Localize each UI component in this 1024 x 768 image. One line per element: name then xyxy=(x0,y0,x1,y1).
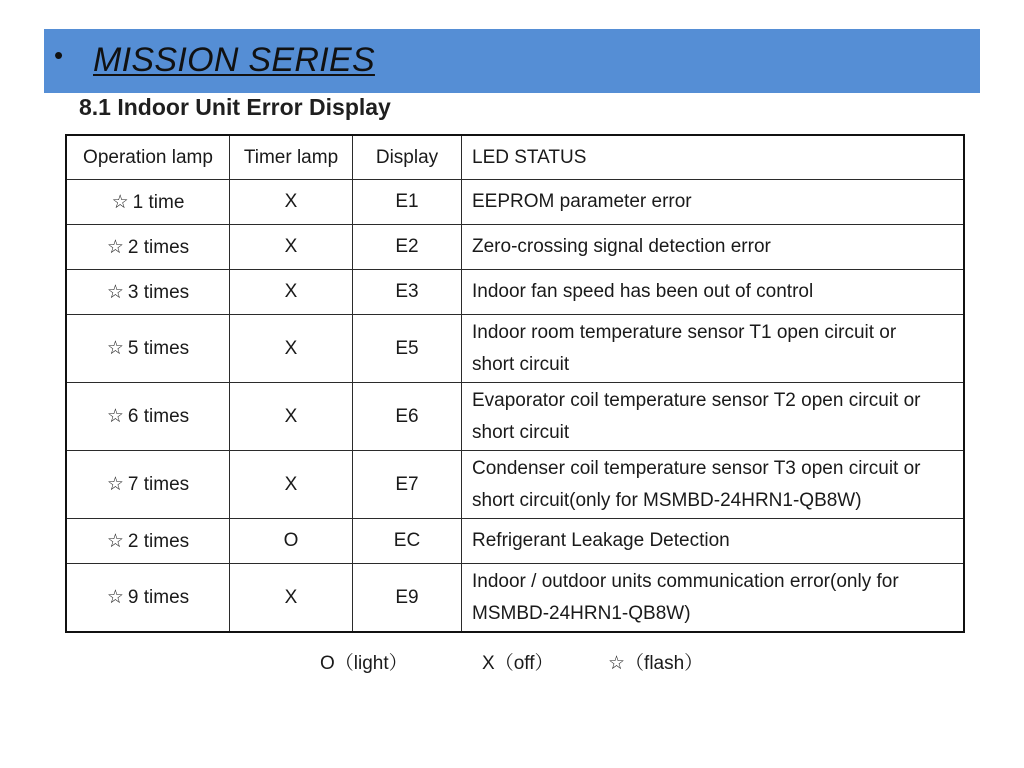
led-status-cell xyxy=(462,225,965,270)
display-code-cell: E2 xyxy=(353,225,462,270)
led-status-cell xyxy=(462,383,965,451)
operation-lamp-value: 1 time xyxy=(132,191,185,213)
legend-item-light xyxy=(320,648,408,675)
title-bullet: • xyxy=(54,40,64,70)
star-icon: ☆ xyxy=(106,337,124,359)
operation-lamp-value: 6 times xyxy=(127,406,190,427)
table-header xyxy=(66,135,964,180)
operation-lamp-value: 2 times xyxy=(127,236,190,258)
table-row xyxy=(66,180,964,225)
led-status-line: Indoor fan speed has been out of control xyxy=(472,281,814,302)
led-status-line: Indoor / outdoor units communication error(only for xyxy=(472,570,899,592)
flash-label: （flash） xyxy=(625,653,704,674)
table-body xyxy=(66,180,964,633)
led-status-cell xyxy=(462,180,965,225)
operation-lamp-cell xyxy=(66,383,230,451)
light-symbol: O xyxy=(320,653,335,674)
display-code-cell: E6 xyxy=(353,383,462,451)
operation-lamp-value: 2 times xyxy=(127,530,190,552)
display-code-cell: E7 xyxy=(353,451,462,519)
legend-item-flash xyxy=(608,648,703,675)
timer-lamp-cell: X xyxy=(230,564,353,633)
operation-lamp-cell xyxy=(66,225,230,270)
operation-lamp-cell xyxy=(66,180,230,225)
led-status-line: EEPROM parameter error xyxy=(472,191,692,212)
off-label: （off） xyxy=(494,653,554,674)
star-icon: ☆ xyxy=(106,235,124,258)
off-symbol: X xyxy=(482,653,495,674)
led-status-line: short circuit xyxy=(472,353,570,375)
timer-lamp-cell: X xyxy=(230,315,353,383)
led-status-line: Zero-crossing signal detection error xyxy=(472,236,771,257)
led-status-line: Evaporator coil temperature sensor T2 open circuit or xyxy=(472,389,921,411)
header-display: Display xyxy=(353,135,462,180)
timer-lamp-cell: X xyxy=(230,383,353,451)
led-status-line: MSMBD-24HRN1-QB8W) xyxy=(472,602,691,624)
timer-lamp-cell: X xyxy=(230,270,353,315)
led-status-cell xyxy=(462,315,965,383)
operation-lamp-value: 3 times xyxy=(127,281,190,303)
star-icon: ☆ xyxy=(106,529,124,552)
operation-lamp-cell xyxy=(66,270,230,315)
led-status-cell xyxy=(462,270,965,315)
display-code-cell: E9 xyxy=(353,564,462,633)
timer-lamp-cell: X xyxy=(230,225,353,270)
star-icon: ☆ xyxy=(608,652,626,674)
star-icon: ☆ xyxy=(106,586,124,608)
led-status-line: short circuit xyxy=(472,421,570,443)
slide-title: MISSION SERIES xyxy=(93,41,375,79)
display-code-cell: E5 xyxy=(353,315,462,383)
header-operation-lamp: Operation lamp xyxy=(66,135,230,180)
led-status-line: Refrigerant Leakage Detection xyxy=(472,530,730,551)
display-code-cell: E3 xyxy=(353,270,462,315)
timer-lamp-cell: X xyxy=(230,451,353,519)
header-led-status: LED STATUS xyxy=(462,135,965,180)
table-row xyxy=(66,315,964,383)
led-status-cell xyxy=(462,519,965,564)
operation-lamp-value: 7 times xyxy=(127,474,190,495)
star-icon: ☆ xyxy=(106,405,124,427)
table-row xyxy=(66,564,964,633)
display-code-cell: E1 xyxy=(353,180,462,225)
led-status-cell xyxy=(462,564,965,633)
operation-lamp-cell xyxy=(66,315,230,383)
error-display-table xyxy=(65,134,965,633)
star-icon: ☆ xyxy=(111,190,129,213)
operation-lamp-cell xyxy=(66,451,230,519)
table-row xyxy=(66,270,964,315)
operation-lamp-cell xyxy=(66,519,230,564)
legend xyxy=(0,648,1024,676)
header-row xyxy=(66,135,964,180)
led-status-line: Condenser coil temperature sensor T3 open circuit or xyxy=(472,457,921,479)
table-row xyxy=(66,225,964,270)
operation-lamp-cell xyxy=(66,564,230,633)
legend-item-off xyxy=(482,648,553,675)
table-row xyxy=(66,451,964,519)
operation-lamp-value: 9 times xyxy=(127,587,190,608)
timer-lamp-cell: X xyxy=(230,180,353,225)
led-status-line: short circuit(only for MSMBD-24HRN1-QB8W) xyxy=(472,489,862,511)
section-heading: 8.1 Indoor Unit Error Display xyxy=(79,94,391,120)
table-row xyxy=(66,383,964,451)
timer-lamp-cell: O xyxy=(230,519,353,564)
led-status-cell xyxy=(462,451,965,519)
table-row xyxy=(66,519,964,564)
star-icon: ☆ xyxy=(106,280,124,303)
led-status-line: Indoor room temperature sensor T1 open circuit or xyxy=(472,321,897,343)
star-icon: ☆ xyxy=(106,473,124,495)
light-label: （light） xyxy=(334,653,408,674)
display-code-cell: EC xyxy=(353,519,462,564)
header-timer-lamp: Timer lamp xyxy=(230,135,353,180)
operation-lamp-value: 5 times xyxy=(127,338,190,359)
